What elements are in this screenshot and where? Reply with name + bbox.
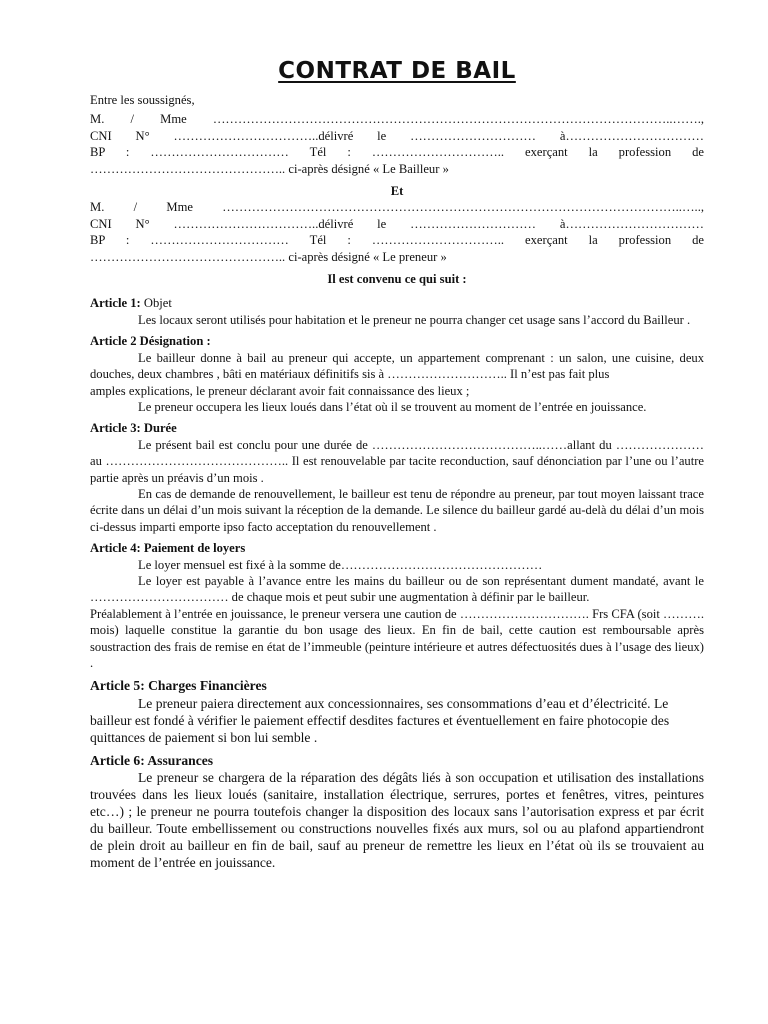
article-2-paragraph-3: Le preneur occupera les lieux loués dans l’état où il se trouvent au moment de l’entrée en jouissance.: [138, 399, 647, 414]
intro-line: Entre les soussignés,: [90, 93, 195, 107]
bailleur-cni-line: CNI N° ……………………………..délivré le ………………………… à……………………………: [90, 128, 704, 143]
article-1: [90, 295, 704, 328]
article-3-heading: Article 3: Durée: [90, 421, 177, 436]
preneur-bp-line: BP : …………………………… Tél : ………………………….. exerçant la profession de: [90, 233, 704, 248]
agreement-heading: Il est convenu ce qui suit :: [327, 272, 467, 287]
article-6-paragraph: Le preneur se chargera de la réparation des dégâts liés à son occupation et utilisation des installations trouvées dans les lieux loués (sanitaire, installation électrique, serrures, portes et fenêtres, vitres, peintures etc…) ; le preneur ne pourra toutefois changer la disposition des locaux sans l’autorisation express et par écrit du bailleur. Toute embellissement ou constructions nouvelles fixés aux murs, sol ou au plafond appartiendront de plein droit au bailleur en fin de bail, sauf au preneur de remettre les lieux en l’état où ils se trouvaient au moment de l’entrée en jouissance.: [90, 770, 704, 871]
article-1-number: Article 1:: [90, 296, 141, 311]
parties-separator: Et: [390, 184, 404, 199]
article-4-heading: Article 4: Paiement de loyers: [90, 541, 246, 556]
article-4-paragraph-3: Préalablement à l’entrée en jouissance, le preneur versera une caution de …………………………. Frs CFA (soit ………. mois) laquelle constitue la garantie du bon usage des lieux. En fin de bail, cette caution est remboursable après soustraction des frais de remise en état de l’immeuble (peinture intérieure et autres défectuosités dues à l’usage des lieux) .: [90, 606, 704, 670]
article-5-paragraph: Le preneur paiera directement aux concessionnaires, ses consommations d’eau et d’électricité. Le bailleur est fondé à vérifier le paiement effectif desdites factures et éventuellement en faire photocopie des quittances de paiement si bon lui semble .: [90, 695, 670, 745]
article-4-paragraph-2: Le loyer est payable à l’avance entre les mains du bailleur ou de son représentant dument mandaté, avant le …………………………… de chaque mois et peut subir une augmentation à définir par le bailleur.: [90, 573, 704, 605]
article-3-paragraph-1: Le présent bail est conclu pour une durée de …………………………………..……allant du ………………… au …………………………………….. Il est renouvelable par tacite reconduction, sauf dénonciation par l’une ou l’autre partie après un préavis d’un mois .: [90, 437, 704, 485]
preneur-designation-line: ……………………………………….. ci-après désigné « Le preneur »: [90, 249, 447, 264]
bailleur-block: [90, 111, 704, 177]
article-5: [90, 678, 704, 745]
document-title: CONTRAT DE BAIL: [278, 58, 516, 84]
article-1-heading: [90, 295, 704, 311]
article-3-paragraph-2: En cas de demande de renouvellement, le bailleur est tenu de répondre au preneur, par tout moyen laissant trace écrite dans un délai d’un mois suivant la réception de la demande. Le silence du bailleur gardé au-delà du délai d’un mois ci-dessus imparti emporte ipso facto acceptation du renouvellement .: [90, 486, 704, 534]
preneur-cni-line: CNI N° ……………………………..délivré le ………………………… à……………………………: [90, 216, 704, 231]
article-1-subject: Objet: [140, 296, 172, 311]
article-1-paragraph: Les locaux seront utilisés pour habitation et le preneur ne pourra changer cet usage sans l’accord du Bailleur .: [138, 312, 691, 327]
article-2-heading: Article 2 Désignation :: [90, 334, 211, 349]
article-3: [90, 420, 704, 535]
preneur-name-line: M. / Mme ………………………………………………………………………………………………..…..,: [90, 200, 704, 215]
article-2-paragraph-1: Le bailleur donne à bail au preneur qui accepte, un appartement comprenant : un salon, une cuisine, deux douches, deux chambres , bâti en matériaux définitifs sis à ……………………….. Il n’est pas fait plus: [90, 350, 704, 382]
article-4-paragraph-1: Le loyer mensuel est fixé à la somme de…………………………………………: [138, 557, 543, 572]
article-2: [90, 333, 704, 415]
article-2-paragraph-2: amples explications, le preneur déclarant avoir fait connaissance des lieux ;: [90, 383, 470, 398]
preneur-block: [90, 199, 704, 265]
bailleur-designation-line: ……………………………………….. ci-après désigné « Le Bailleur »: [90, 161, 449, 176]
bailleur-name-line: M. / Mme ………………………………………………………………………………………………..…….,: [90, 112, 704, 127]
article-5-heading: Article 5: Charges Financières: [90, 678, 267, 694]
article-4: [90, 540, 704, 671]
parties-section: [90, 92, 704, 287]
article-6-heading: Article 6: Assurances: [90, 752, 214, 768]
bailleur-bp-line: BP : …………………………… Tél : ………………………….. exerçant la profession de: [90, 145, 704, 160]
article-6: [90, 753, 704, 871]
